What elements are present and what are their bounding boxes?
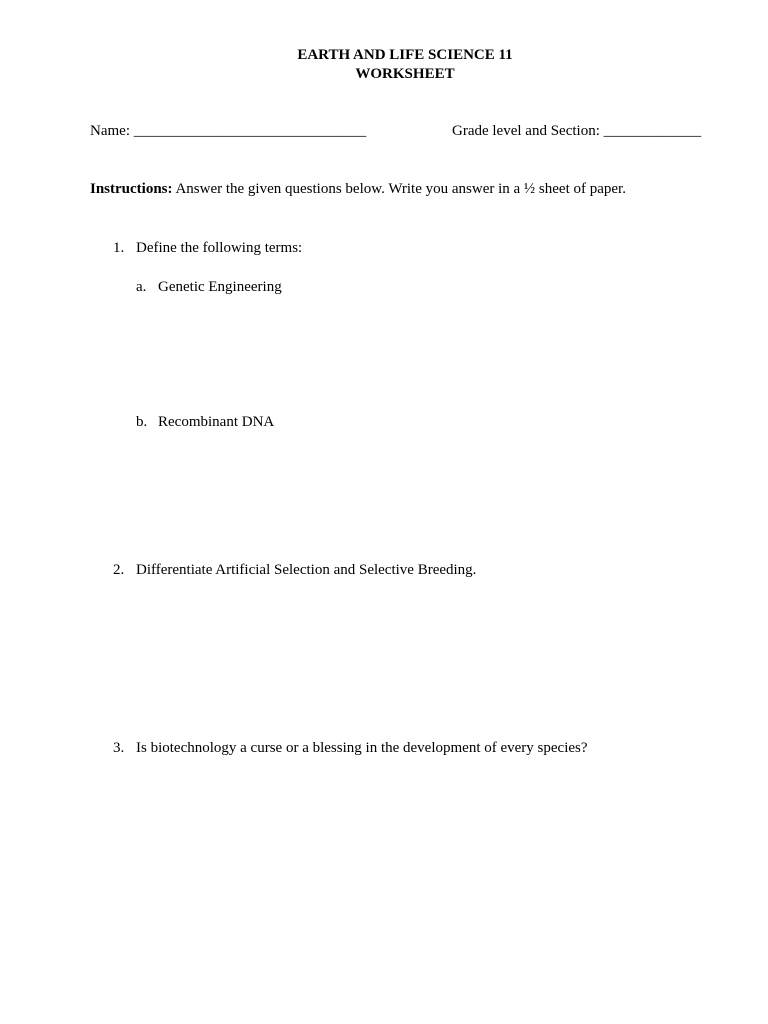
subitem-a-text: Genetic Engineering [158,279,282,295]
worksheet-title: EARTH AND LIFE SCIENCE 11 [297,47,513,63]
grade-section-blank: _____________ [603,123,702,139]
name-blank: _______________________________ [133,123,367,139]
question-3-text: Is biotechnology a curse or a blessing in the development of every species? [136,740,588,756]
grade-section-label: Grade level and Section: [452,123,600,139]
question-1-text: Define the following terms: [136,240,303,256]
instructions [90,180,626,199]
subitem-a-letter: a. [136,279,147,295]
subitem-b-letter: b. [136,414,148,430]
question-1-number: 1. [113,240,125,256]
worksheet-subtitle: WORKSHEET [355,66,455,82]
question-2-number: 2. [113,562,125,578]
question-3-number: 3. [113,740,125,756]
name-field [90,122,366,141]
subitem-b-text: Recombinant DNA [158,414,275,430]
name-label: Name: [90,123,130,139]
grade-section-field [452,122,701,141]
instructions-label: Instructions: [90,181,173,197]
question-2-text: Differentiate Artificial Selection and Selective Breeding. [136,562,477,578]
instructions-text: Answer the given questions below. Write you answer in a ½ sheet of paper. [172,181,626,197]
